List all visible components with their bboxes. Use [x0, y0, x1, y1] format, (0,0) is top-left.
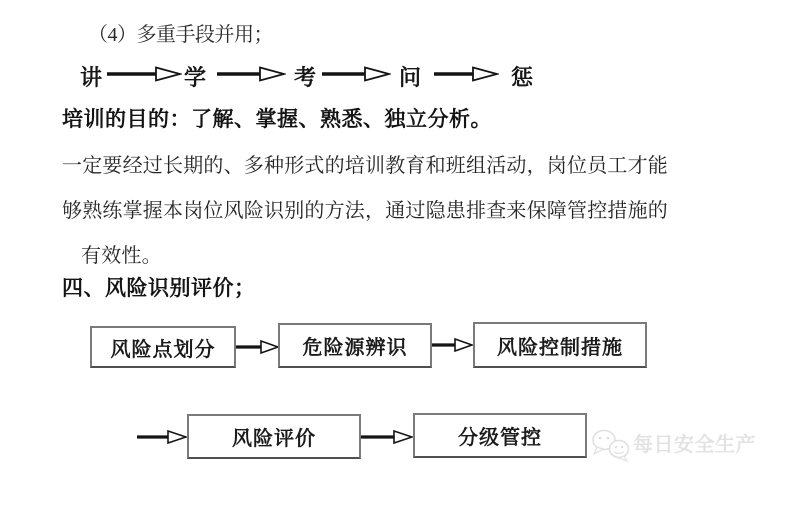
sequence-step-xue: 学 [184, 65, 207, 90]
flow-box-label: 风险点划分 [110, 338, 216, 361]
paragraph-line-2: 够熟练掌握本岗位风险识别的方法，通过隐患排查来保障管控措施的 [62, 200, 668, 222]
paragraph-line-1: 一定要经过长期的、多种形式的培训教育和班组活动，岗位员工才能 [62, 155, 668, 177]
flow-box-label: 风险控制措施 [497, 336, 623, 359]
flow-arrow-icon [216, 65, 286, 83]
flow-box-risk-evaluation [187, 414, 361, 459]
flow-box-risk-point-division [90, 326, 236, 368]
watermark-text: 每日安全生产 [633, 434, 756, 456]
sequence-step-wen: 问 [399, 65, 422, 90]
sequence-step-cheng: 惩 [511, 65, 534, 90]
flow-box-risk-control-measures [473, 322, 647, 368]
flow-arrow-icon [432, 337, 474, 353]
flow-box-hazard-source-identification [278, 323, 432, 368]
training-purpose-line: 培训的目的：了解、掌握、熟悉、独立分析。 [62, 107, 492, 131]
paragraph-line-3: 有效性。 [81, 245, 162, 267]
list-item-multiple-means: （4）多重手段并用； [88, 24, 273, 46]
flow-arrow-icon [433, 65, 499, 83]
flow-box-label: 风险评价 [232, 428, 316, 450]
sequence-step-jiang: 讲 [80, 65, 103, 90]
flow-box-label: 危险源辨识 [302, 337, 408, 359]
flow-box-label: 分级管控 [458, 427, 542, 449]
flow-arrow-icon [106, 65, 182, 83]
section-heading-risk-identification: 四、风险识别评价； [62, 276, 256, 300]
flow-box-graded-management-control [413, 413, 587, 458]
wechat-chat-bubbles-icon [591, 428, 631, 462]
flow-arrow-icon [236, 339, 280, 355]
flow-arrow-icon [361, 429, 414, 445]
flow-arrow-icon [137, 429, 188, 445]
sequence-step-kao: 考 [294, 65, 317, 90]
flow-arrow-icon [321, 65, 391, 83]
